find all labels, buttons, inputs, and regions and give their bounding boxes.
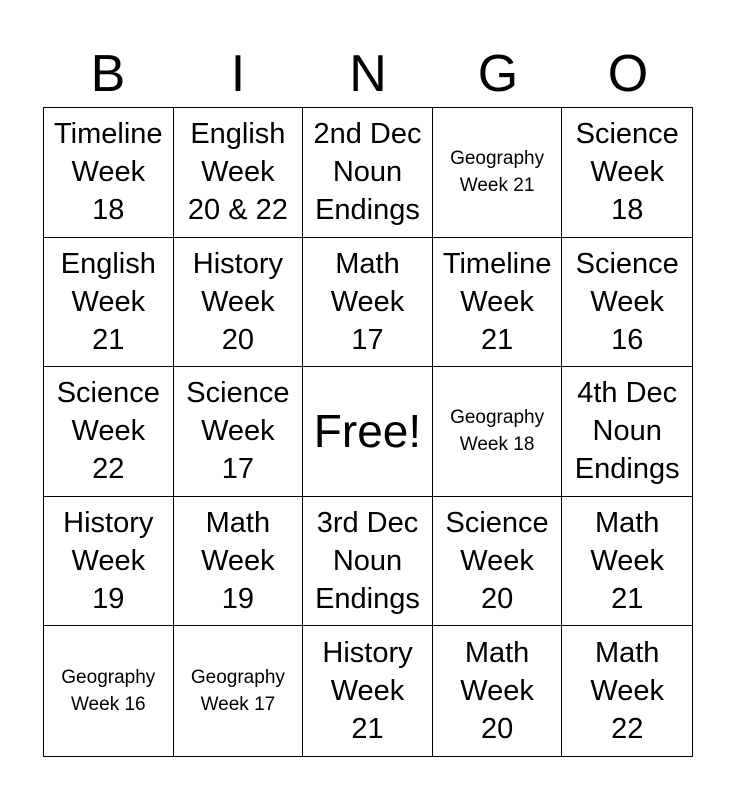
bingo-cell[interactable]: Math Week 21 — [562, 497, 692, 627]
bingo-cell[interactable]: Geography Week 16 — [44, 626, 174, 756]
free-space-cell[interactable]: Free! — [303, 367, 433, 497]
bingo-cell[interactable]: Science Week 16 — [562, 238, 692, 368]
bingo-cell[interactable]: History Week 21 — [303, 626, 433, 756]
bingo-header — [43, 40, 693, 108]
bingo-cell[interactable]: English Week 21 — [44, 238, 174, 368]
bingo-cell[interactable]: Geography Week 18 — [433, 367, 563, 497]
bingo-cell[interactable]: Math Week 17 — [303, 238, 433, 368]
bingo-cell[interactable]: Timeline Week 18 — [44, 108, 174, 238]
header-letter-i: I — [230, 45, 246, 103]
bingo-cell[interactable]: Science Week 22 — [44, 367, 174, 497]
header-letter-b: B — [90, 45, 126, 103]
bingo-cell[interactable]: 2nd Dec Noun Endings — [303, 108, 433, 238]
bingo-cell[interactable]: 4th Dec Noun Endings — [562, 367, 692, 497]
bingo-card-grid — [43, 107, 693, 757]
bingo-cell[interactable]: Timeline Week 21 — [433, 238, 563, 368]
bingo-cell[interactable]: English Week 20 & 22 — [174, 108, 304, 238]
bingo-cell[interactable]: Math Week 22 — [590, 637, 664, 746]
bingo-cell[interactable]: Math Week 19 — [174, 497, 304, 627]
header-letter-o: O — [607, 45, 649, 103]
header-letter-g: G — [477, 45, 519, 103]
bingo-cell[interactable]: Science Week 20 — [433, 497, 563, 627]
header-letter-n: N — [349, 45, 387, 103]
bingo-cell[interactable]: 3rd Dec Noun Endings — [303, 497, 433, 627]
bingo-cell[interactable]: Science Week 18 — [562, 108, 692, 238]
bingo-cell[interactable]: Math Week 20 — [433, 626, 563, 756]
bingo-cell[interactable]: Science Week 17 — [174, 367, 304, 497]
bingo-cell[interactable]: History Week 20 — [174, 238, 304, 368]
bingo-cell[interactable]: Geography Week 21 — [433, 108, 563, 238]
bingo-cell[interactable]: History Week 19 — [44, 497, 174, 627]
bingo-cell[interactable]: Geography Week 17 — [174, 626, 304, 756]
